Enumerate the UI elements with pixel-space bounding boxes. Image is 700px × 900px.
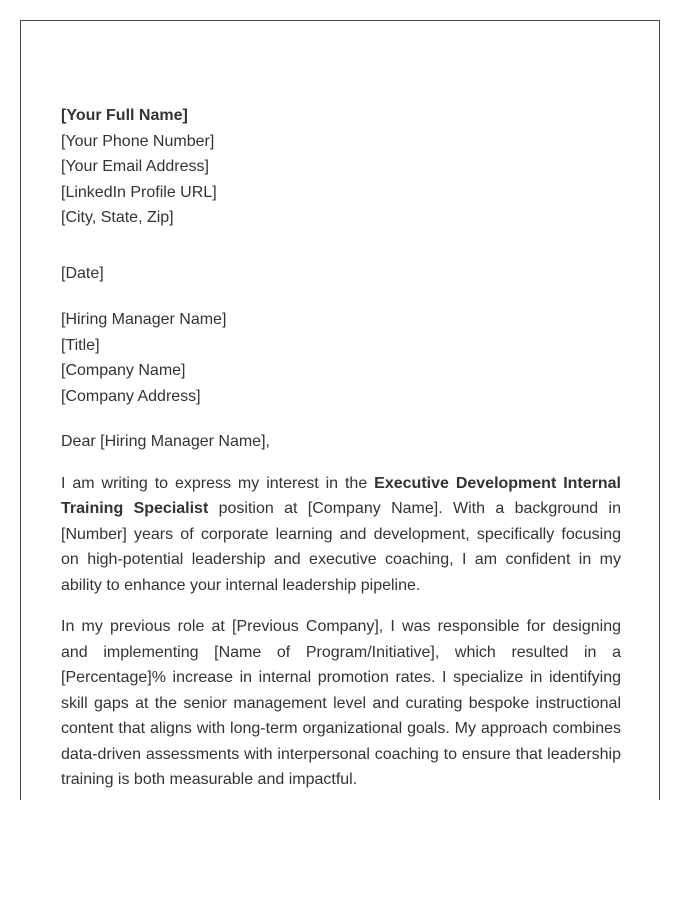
recipient-block [61,307,621,409]
sender-email: [Your Email Address] [61,158,209,175]
paragraph-1-intro: I am writing to express my interest in the [61,474,375,492]
sender-name: [Your Full Name] [61,107,188,124]
body-paragraph-1 [61,471,621,599]
sender-block [61,103,621,231]
sender-location: [City, State, Zip] [61,209,174,226]
sender-phone: [Your Phone Number] [61,132,215,150]
position-title: Executive Development Internal Training Specialist [61,474,622,517]
paragraph-1-rest: position at [Company Name]. With a background in [Number] years of corporate learning and development, specifically focusing on high-potential leadership and executive coaching, I am confident in my ability to enhance your internal leadership pipeline. [61,500,622,594]
salutation-text: Dear [Hiring Manager Name], [61,433,270,450]
letter-page [20,20,660,800]
recipient-company: [Company Name] [61,362,186,379]
recipient-name: [Hiring Manager Name] [61,311,227,328]
body-paragraph-2: In my previous role at [Previous Company], I was responsible for designing and implementing [Name of Program/Initiative], which resulted in a [Percentage]% increase in internal promotion rates. I specialize in identifying skill gaps at the senior management level and curating bespoke instructional content that aligns with long-term organizational goals. My approach combines data-driven assessments with interpersonal coaching to ensure that leadership training is both measurable and impactful. [61,618,621,788]
date-block [61,261,621,287]
letter-content [61,103,621,809]
recipient-title: [Title] [61,336,100,354]
letter-date: [Date] [61,264,104,282]
sender-linkedin: [LinkedIn Profile URL] [61,183,217,201]
salutation [61,429,621,455]
recipient-address: [Company Address] [61,387,201,405]
